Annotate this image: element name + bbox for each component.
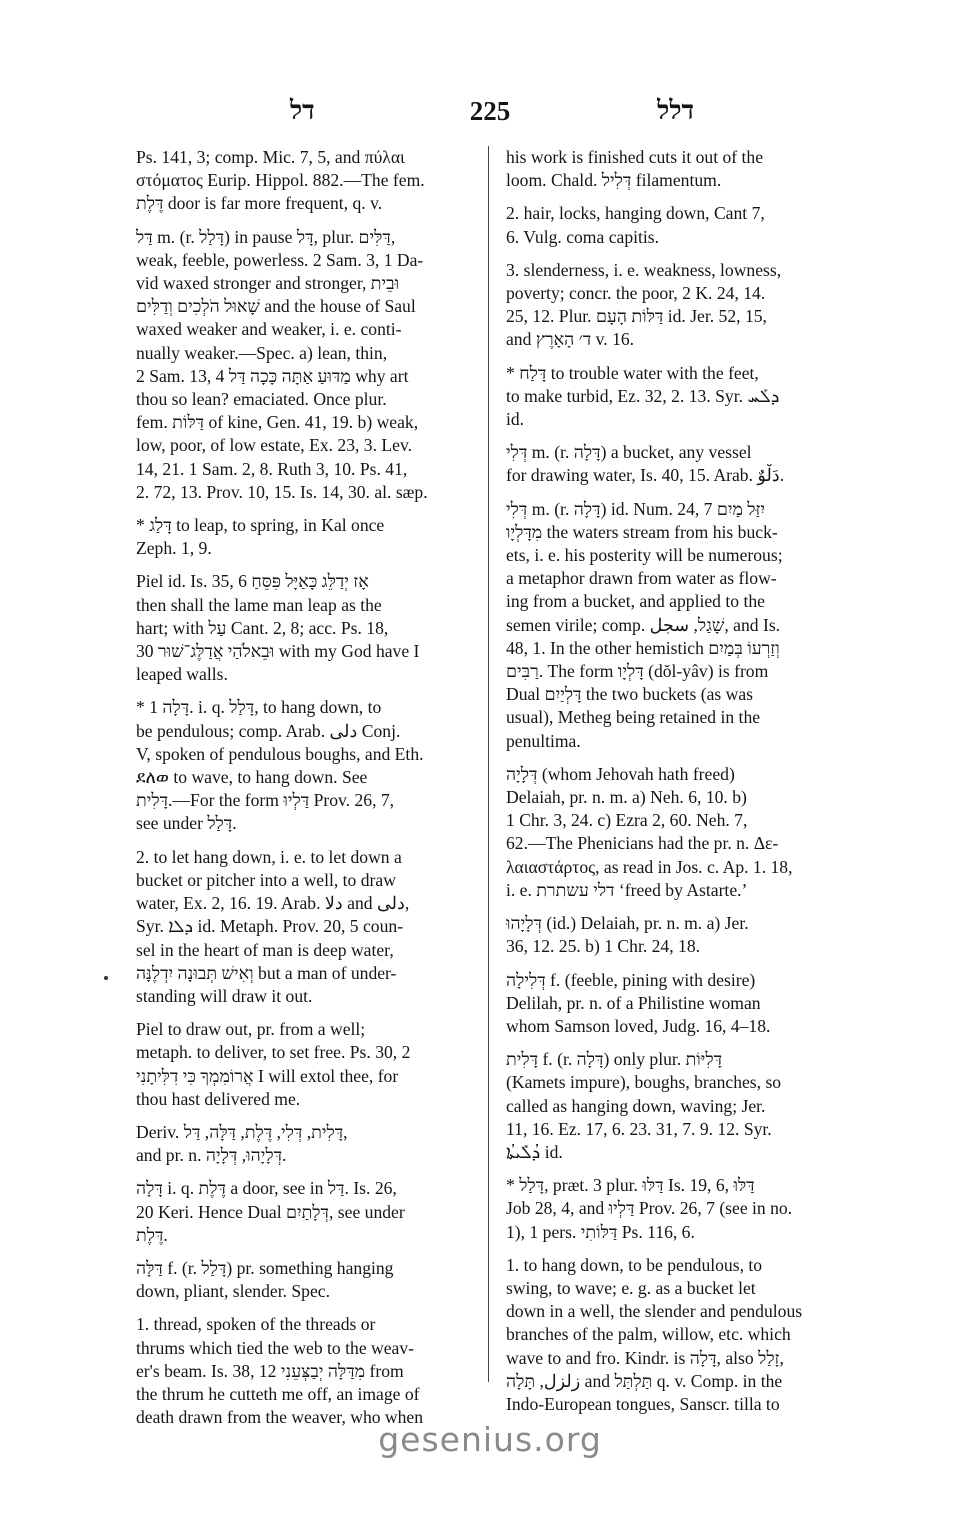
entry-line: weak, feeble, powerless. 2 Sam. 3, 1 Da- [136,249,424,270]
entry-line: 2 Sam. 13, 4 מַדּוּעַ אַתָּה כָּכָה דַּל why art [136,365,409,386]
page-number: 225 [469,96,511,126]
entry-line: 1. thread, spoken of the threads or [136,1314,376,1335]
entry-line: 2. hair, locks, hanging down, Cant 7, [506,203,765,224]
dictionary-entry [506,259,844,352]
entry-line: רַבִּים. The form דָּלְיָו (dŏl-yâv) is from [506,661,769,682]
dictionary-entry [136,1177,476,1247]
entry-line: bucket or pitcher into a well, to draw [136,869,396,890]
entry-line: usual), Metheg being retained in the [506,707,761,728]
entry-line: 14, 21. 1 Sam. 2, 8. Ruth 3, 10. Ps. 41, [136,458,408,479]
entry-line: thrums which tied the web to the weav- [136,1337,415,1358]
entry-line: * דָּלַל, præt. 3 plur. דַּלּוּ Is. 19, 6, דַּלּוּ [506,1175,755,1196]
entry-line: 20 Keri. Hence Dual דְּלָתַיִם, see under [136,1201,405,1222]
entry-line: דָּלִית.—For the form דַּלְיוּ Prov. 26, 7, [136,790,395,811]
entry-line: אֲרוֹמִמְךָ כִּי דִלִּיתָנִי I will extol thee, for [136,1065,399,1086]
entry-line: Ps. 141, 3; comp. Mic. 7, 5, and πύλαι [136,147,405,167]
entry-line: 48, 1. In the other hemistich וְזַרְעוֹ בְּמַיִם [506,637,780,658]
entry-line: ing from a bucket, and applied to the [506,591,765,612]
entry-line: thou so lean? emaciated. Once plur. [136,389,387,410]
entry-line: 2. 72, 13. Prov. 10, 15. Is. 14, 30. al. sæp. [136,481,428,502]
entry-line: Indo-European tongues, Sanscr. tilla to [506,1393,780,1414]
entry-line: see under דָּלַל. [136,813,237,834]
dictionary-entry [506,362,844,432]
entry-line: στόματος Eurip. Hippol. 882.—The fem. [136,170,425,191]
dictionary-entry [136,570,476,686]
entry-line: called as hanging down, waving; Jer. [506,1095,766,1116]
entry-line: down, pliant, slender. Spec. [136,1281,330,1302]
entry-line: to make turbid, Ez. 32, 2. 13. Syr. ܕܠܰܚ [506,385,780,406]
right-column [506,146,844,1426]
entry-line: death drawn from the weaver, who when [136,1407,424,1428]
entry-line: דַּלָּה f. (r. דָּלַל) pr. something hanging [136,1257,394,1278]
entry-line: waxed weaker and weaker, i. e. conti- [136,319,402,340]
entry-line: Deriv. דָּלִית, דְּלִי, דֶּלֶת, דַּלָּה, דַּל, [136,1121,348,1142]
column-divider [488,146,489,1382]
entry-line: er's beam. Is. 38, 12 מִדַּלָּה יְבַצְּעֵנִי from [136,1360,404,1381]
entry-line: 36, 12. 25. b) 1 Chr. 24, 18. [506,936,701,957]
right-running-headword: דלל [657,96,694,126]
entry-line: the thrum he cutteth me off, an image of [136,1383,420,1404]
entry-line: ܕܳܠܺܝܬܳܐ id. [506,1141,563,1162]
entry-line: מִדָּלְיָו the waters stream from his buck- [506,521,778,542]
entry-line: and ד׳ הָאָרֶץ v. 16. [506,329,635,350]
left-running-headword: דל [290,96,315,126]
entry-line: be pendulous; comp. Arab. دلى Conj. [136,720,401,741]
entry-line: swing, to wave; e. g. as a bucket let [506,1277,756,1298]
entry-line: wave to and fro. Kindr. is דָּלָה, also זָלַל, [506,1347,784,1368]
entry-line: زلزل, תָּלָה and תַּלְתַּל q. v. Comp. in the [506,1370,783,1391]
entry-line: שָׁאוּל הֹלְכִים וְדַלִּים and the house of Saul [136,296,416,317]
entry-line: a metaphor drawn from water as flow- [506,568,777,589]
entry-line: Piel id. Is. 35, 6 אָז יְדַלֵּג כָּאַיָּל פִּסֵּחַ [136,571,369,592]
entry-line: * דָּלַח to trouble water with the feet, [506,362,759,383]
entry-line: 1. to hang down, to be pendulous, to [506,1254,763,1275]
entry-line: thou hast delivered me. [136,1088,301,1109]
entry-line: id. [506,409,525,430]
dictionary-entry [136,514,476,560]
entry-line: V, spoken of pendulous boughs, and Eth. [136,743,424,764]
dictionary-entry [506,498,844,753]
entry-line: hart; with עַל Cant. 2, 8; acc. Ps. 18, [136,617,389,638]
entry-line: and pr. n. דְּלָיָהוּ, דְּלָיָה. [136,1145,287,1166]
page-header [0,96,980,136]
entry-line: Zeph. 1, 9. [136,538,212,559]
entry-line: דְּלָיָהוּ (id.) Delaiah, pr. n. m. a) Jer. [506,913,749,934]
entry-line: 2. to let hang down, i. e. to let down a [136,846,402,867]
dictionary-entry [506,969,844,1039]
entry-line: sel in the heart of man is deep water, [136,939,394,960]
entry-line: λαιαστάρτος, as read in Jos. c. Ap. 1. 18, [506,856,793,877]
entry-line: Delilah, pr. n. of a Philistine woman [506,992,761,1013]
entry-line: low, poor, of low estate, Ex. 23, 3. Lev. [136,435,413,456]
entry-line: metaph. to deliver, to set free. Ps. 30, 2 [136,1042,411,1063]
dictionary-entry [506,202,844,248]
entry-line: דָּלִית f. (r. דָּלָה) only plur. דָּלִיּוֹת [506,1049,723,1070]
entry-line: * דָּלָה 1. i. q. דָּלַל, to hang down, to [136,697,382,718]
entry-line: i. e. דלי עשתרת ‘freed by Astarte.’ [506,879,748,900]
dictionary-entry [506,1174,844,1244]
entry-line: poverty; concr. the poor, 2 K. 24, 14. [506,283,766,304]
entry-line: fem. דַּלּוֹת of kine, Gen. 41, 19. b) weak, [136,412,419,433]
entry-line: semen virile; comp. שָׁגַל, سجل, and Is. [506,614,781,635]
entry-line: water, Ex. 2, 16. 19. Arab. دلا and دلى, [136,893,410,914]
entry-line: nually weaker.—Spec. a) lean, thin, [136,342,388,363]
entry-line: his work is finished cuts it out of the [506,147,764,167]
entry-line: whom Samson loved, Judg. 16, 4–18. [506,1015,771,1036]
entry-line: Delaiah, pr. n. m. a) Neh. 6, 10. b) [506,787,747,808]
entry-line: * דָּלַג to leap, to spring, in Kal once [136,515,385,536]
entry-line: ets, i. e. his posterity will be numerous; [506,545,783,566]
entry-line: דָּלָה i. q. דֶּלֶת a door, see in דַּל. Is. 26, [136,1178,397,1199]
dictionary-entry [136,1313,476,1429]
entry-line: דְּלִילָה f. (feeble, pining with desire) [506,969,756,990]
dictionary-entry [136,1121,476,1167]
entry-line: penultima. [506,730,581,751]
entry-line: 25, 12. Plur. דַּלּוֹת הָעָם id. Jer. 52, 15, [506,306,767,327]
entry-line: (Kamets impure), boughs, branches, so [506,1072,782,1093]
left-column [136,146,476,1439]
entry-line: Job 28, 4, and דַּלְיוּ Prov. 26, 7 (see in no. [506,1198,793,1219]
entry-line: for drawing water, Is. 40, 15. Arab. دَلْوٌ. [506,465,785,486]
watermark: gesenius.org [378,1420,602,1459]
entry-line: דְּלִי m. (r. דָּלָה) a bucket, any vessel [506,442,752,463]
entry-line: 1), 1 pers. דַּלּוֹתִי Ps. 116, 6. [506,1221,695,1242]
entry-line: 62.—The Phenicians had the pr. n. Δε- [506,833,779,854]
margin-mark [104,976,108,980]
entry-line: 3. slenderness, i. e. weakness, lowness, [506,259,782,280]
entry-line: then shall the lame man leap as the [136,594,382,615]
entry-line: down in a well, the slender and pendulous [506,1301,803,1322]
dictionary-entry [506,763,844,902]
entry-line: 30 וּבֵאלֹהַי אֲדַלֶּג־שׁוּר with my God have I [136,641,420,662]
entry-line: Dual דָּלְיַיִם the two buckets (as was [506,684,754,705]
entry-line: branches of the palm, willow, etc. which [506,1324,791,1345]
dictionary-entry [506,912,844,958]
entry-line: 1 Chr. 3, 24. c) Ezra 2, 60. Neh. 7, [506,810,748,831]
entry-line: דְּלָיָה (whom Jehovah hath freed) [506,763,735,784]
dictionary-entry [136,226,476,504]
entry-line: Piel to draw out, pr. from a well; [136,1019,366,1040]
entry-line: דֶּלֶת door is far more frequent, q. v. [136,193,383,214]
dictionary-entry [506,1048,844,1164]
dictionary-entry [136,1257,476,1303]
entry-line: standing will draw it out. [136,985,313,1006]
entry-line: Syr. ܕܠܐ id. Metaph. Prov. 20, 5 coun- [136,916,404,937]
entry-line: leaped walls. [136,664,228,685]
entry-line: דֶּלֶת. [136,1224,168,1245]
entry-line: loom. Chald. דְּלִיל filamentum. [506,170,722,191]
entry-line: דַּל m. (r. דָּלַל) in pause דָּל, plur. דַּלִּים, [136,226,396,247]
entry-line: דְּלִי m. (r. דָּלָה) id. Num. 24, 7 יִזַּל מַיִם [506,498,766,519]
entry-line: 11, 16. Ez. 17, 6. 23. 31, 7. 9. 12. Syr. [506,1118,772,1139]
dictionary-entry [136,696,476,835]
dictionary-entry [136,1018,476,1111]
entry-line: vid waxed stronger and stronger, וּבֵית [136,273,400,294]
dictionary-entry [136,146,476,216]
dictionary-entry [506,441,844,487]
entry-line: ደለወ to wave, to hang down. See [136,767,368,788]
entry-line: וְאִישׁ תְּבוּנָה יִדְלֶנָּה but a man of under- [136,962,397,983]
entry-line: 6. Vulg. coma capitis. [506,226,660,247]
dictionary-entry [506,146,844,192]
dictionary-entry [506,1254,844,1416]
dictionary-entry [136,846,476,1008]
